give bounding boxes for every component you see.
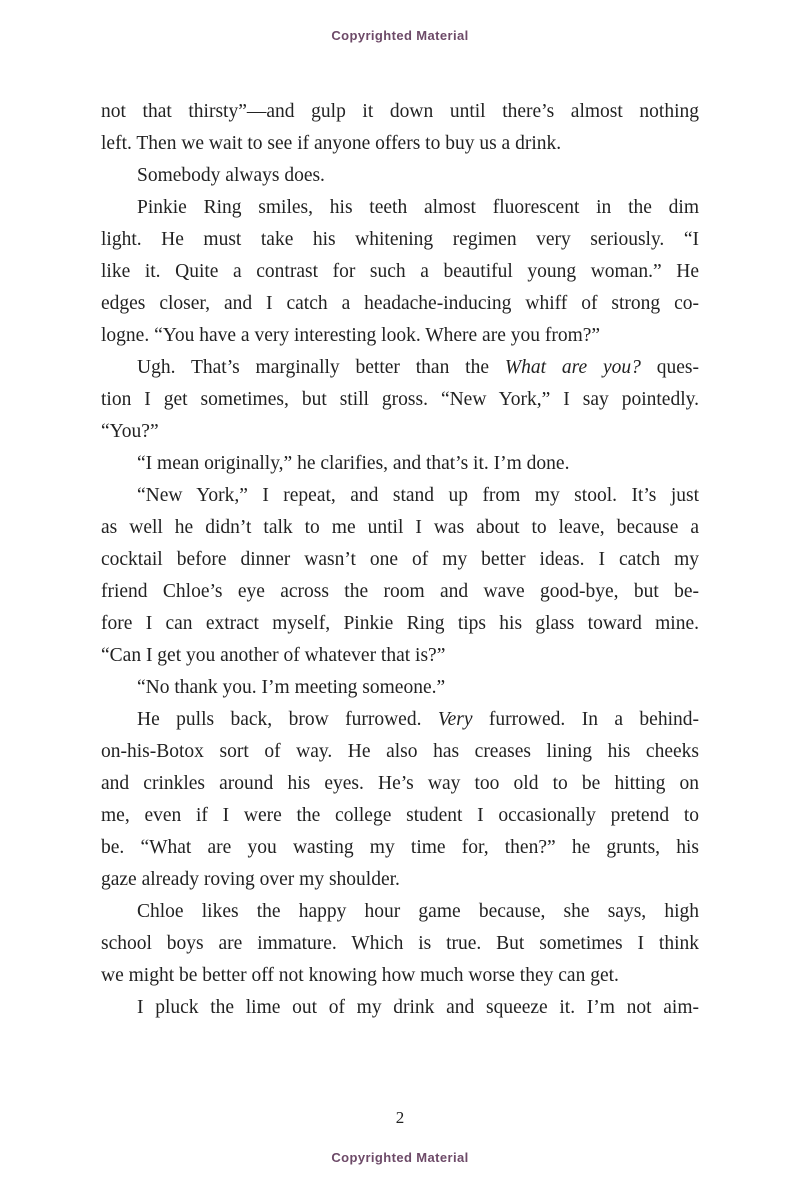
page-number: 2 xyxy=(395,1108,405,1127)
body-text: light. He must take his whitening regimen very seriously. “I xyxy=(101,229,699,250)
text-line xyxy=(101,992,699,1024)
body-text: furrowed. In a behind- xyxy=(472,709,699,730)
text-line xyxy=(101,544,699,576)
paragraph xyxy=(101,480,699,672)
text-line xyxy=(101,320,699,352)
text-line xyxy=(101,672,699,704)
body-text: logne. “You have a very interesting look. Where are you from?” xyxy=(101,325,601,346)
body-text: ques- xyxy=(640,357,699,378)
text-line xyxy=(101,960,699,992)
body-text: tion I get sometimes, but still gross. “New York,” I say pointedly. xyxy=(101,389,699,410)
text-line xyxy=(101,224,699,256)
body-text: “No thank you. I’m meeting someone.” xyxy=(137,677,446,698)
body-text: we might be better off not knowing how much worse they can get. xyxy=(101,965,619,986)
text-line xyxy=(101,416,699,448)
paragraph xyxy=(101,704,699,896)
body-text: “New York,” I repeat, and stand up from my stool. It’s just xyxy=(137,485,699,506)
text-line xyxy=(101,896,699,928)
text-line xyxy=(101,704,699,736)
body-text: Somebody always does. xyxy=(137,165,325,186)
text-line xyxy=(101,768,699,800)
text-line xyxy=(101,448,699,480)
text-line xyxy=(101,512,699,544)
top-watermark: Copyrighted Material xyxy=(331,28,469,43)
paragraph xyxy=(101,96,699,160)
paragraph xyxy=(101,896,699,992)
text-line xyxy=(101,576,699,608)
text-line xyxy=(101,640,699,672)
paragraph xyxy=(101,160,699,192)
body-text: “I mean originally,” he clarifies, and that’s it. I’m done. xyxy=(137,453,570,474)
body-text: Ugh. That’s marginally better than the xyxy=(137,357,505,378)
text-line xyxy=(101,832,699,864)
body-text: “Can I get you another of whatever that is?” xyxy=(101,645,446,666)
italic-text: What are you? xyxy=(504,357,641,378)
body-text: edges closer, and I catch a headache-inducing whiff of strong co- xyxy=(101,293,699,314)
text-line xyxy=(101,480,699,512)
text-line xyxy=(101,384,699,416)
text-line xyxy=(101,864,699,896)
paragraph xyxy=(101,192,699,352)
body-text: He pulls back, brow furrowed. xyxy=(137,709,438,730)
text-line xyxy=(101,608,699,640)
text-line xyxy=(101,288,699,320)
body-text: Chloe likes the happy hour game because, she says, high xyxy=(137,901,699,922)
text-line xyxy=(101,256,699,288)
body-text: and crinkles around his eyes. He’s way too old to be hitting on xyxy=(101,773,699,794)
body-text: be. “What are you wasting my time for, then?” he grunts, his xyxy=(101,837,699,858)
text-line xyxy=(101,928,699,960)
body-text: cocktail before dinner wasn’t one of my better ideas. I catch my xyxy=(101,549,699,570)
body-text: school boys are immature. Which is true. But sometimes I think xyxy=(101,933,699,954)
body-text: gaze already roving over my shoulder. xyxy=(101,869,400,890)
text-line xyxy=(101,192,699,224)
italic-text: Very xyxy=(437,709,473,730)
body-text: “You?” xyxy=(101,421,159,442)
paragraph xyxy=(101,448,699,480)
text-line xyxy=(101,128,699,160)
body-text: as well he didn’t talk to me until I was about to leave, because a xyxy=(101,517,699,538)
paragraph xyxy=(101,352,699,448)
text-line xyxy=(101,736,699,768)
body-text: like it. Quite a contrast for such a beautiful young woman.” He xyxy=(101,261,699,282)
body-text: Pinkie Ring smiles, his teeth almost fluorescent in the dim xyxy=(137,197,699,218)
bottom-watermark: Copyrighted Material xyxy=(331,1150,469,1165)
body-text: fore I can extract myself, Pinkie Ring tips his glass toward mine. xyxy=(101,613,699,634)
body-text: not that thirsty”—and gulp it down until there’s almost nothing xyxy=(101,101,699,122)
paragraph xyxy=(101,992,699,1024)
page-body xyxy=(101,96,699,1024)
body-text: left. Then we wait to see if anyone offers to buy us a drink. xyxy=(101,133,562,154)
text-line xyxy=(101,800,699,832)
text-line xyxy=(101,96,699,128)
body-text: I pluck the lime out of my drink and squeeze it. I’m not aim- xyxy=(137,997,699,1018)
paragraph xyxy=(101,672,699,704)
body-text: on-his-Botox sort of way. He also has creases lining his cheeks xyxy=(101,741,699,762)
body-text: me, even if I were the college student I occasionally pretend to xyxy=(101,805,699,826)
text-line xyxy=(101,352,699,384)
body-text: friend Chloe’s eye across the room and wave good-bye, but be- xyxy=(101,581,699,602)
text-line xyxy=(101,160,699,192)
